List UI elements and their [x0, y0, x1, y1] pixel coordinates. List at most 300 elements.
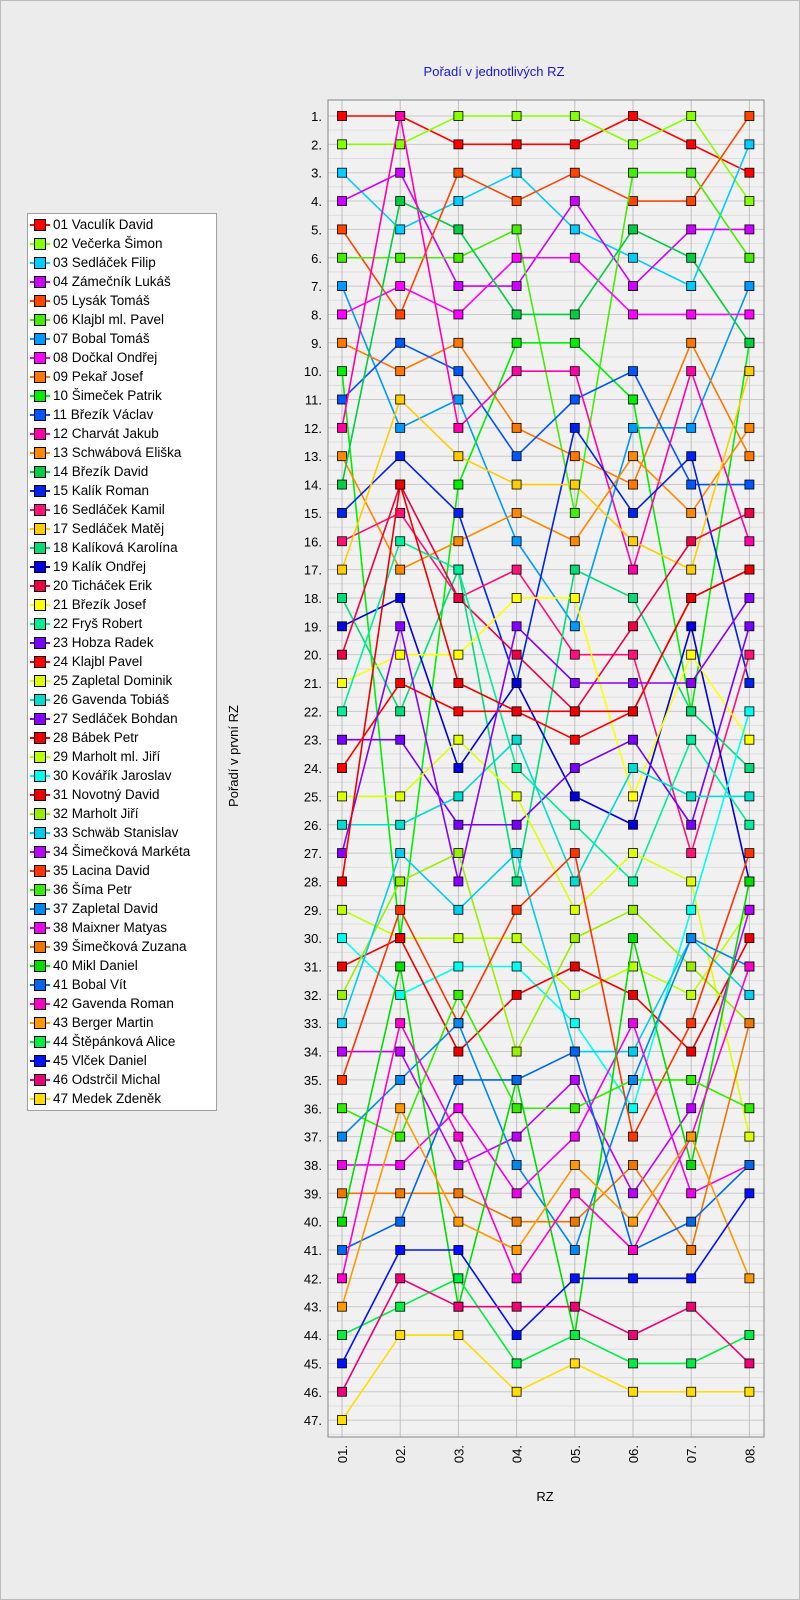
data-point [745, 338, 754, 347]
data-point [570, 140, 579, 149]
data-point [629, 225, 638, 234]
data-point [512, 423, 521, 432]
data-point [745, 877, 754, 886]
data-point [745, 1132, 754, 1141]
data-point [396, 849, 405, 858]
data-point [687, 423, 696, 432]
legend-label: 17 Sedláček Matěj [53, 521, 165, 536]
legend-swatch [34, 656, 46, 668]
data-point [687, 1387, 696, 1396]
data-point [396, 1132, 405, 1141]
data-point [629, 452, 638, 461]
data-point [687, 707, 696, 716]
legend-item [28, 538, 216, 557]
legend-label: 37 Zapletal David [53, 901, 159, 916]
y-axis-label: Pořadí v první RZ [226, 705, 241, 807]
y-tick-label: 23. [303, 732, 322, 748]
legend-swatch [34, 542, 46, 554]
x-tick-label: 07. [684, 1445, 700, 1464]
data-point [570, 679, 579, 688]
data-point [338, 423, 347, 432]
legend-item [28, 405, 216, 424]
legend-item [28, 994, 216, 1013]
data-point [629, 480, 638, 489]
legend-item [28, 766, 216, 785]
data-point [454, 452, 463, 461]
legend-swatch [34, 618, 46, 630]
data-point [629, 1217, 638, 1226]
x-tick-label: 04. [509, 1445, 525, 1464]
data-point [338, 990, 347, 999]
legend-label: 39 Šimečková Zuzana [53, 939, 187, 954]
data-point [454, 338, 463, 347]
data-point [512, 480, 521, 489]
data-point [454, 310, 463, 319]
data-point [396, 593, 405, 602]
data-point [338, 537, 347, 546]
legend-item [28, 785, 216, 804]
data-point [396, 480, 405, 489]
y-tick-label: 26. [303, 817, 322, 833]
data-point [512, 593, 521, 602]
data-point [687, 1359, 696, 1368]
data-point [570, 650, 579, 659]
data-point [687, 367, 696, 376]
data-point [629, 367, 638, 376]
data-point [454, 282, 463, 291]
legend-label: 21 Březík Josef [53, 597, 147, 612]
legend-label: 26 Gavenda Tobiáš [53, 692, 170, 707]
data-point [454, 735, 463, 744]
data-point [338, 593, 347, 602]
data-point [454, 764, 463, 773]
data-point [454, 1302, 463, 1311]
legend-label: 35 Lacina David [53, 863, 150, 878]
data-point [512, 565, 521, 574]
data-point [687, 1160, 696, 1169]
legend-swatch [34, 998, 46, 1010]
legend-item [28, 709, 216, 728]
legend-label: 09 Pekař Josef [53, 369, 144, 384]
data-point [629, 707, 638, 716]
legend-swatch [34, 523, 46, 535]
legend-item [28, 1051, 216, 1070]
data-point [454, 367, 463, 376]
legend-label: 31 Novotný David [53, 787, 160, 802]
legend-label: 06 Klajbl ml. Pavel [53, 312, 165, 327]
data-point [687, 1302, 696, 1311]
legend-label: 11 Březík Václav [53, 407, 154, 422]
data-point [570, 537, 579, 546]
data-point [338, 395, 347, 404]
data-point [687, 1104, 696, 1113]
legend-label: 01 Vaculík David [53, 217, 154, 232]
data-point [629, 934, 638, 943]
data-point [454, 1160, 463, 1169]
x-axis-ticks [335, 1445, 757, 1463]
data-point [570, 1132, 579, 1141]
y-tick-label: 46. [303, 1384, 322, 1400]
data-point [454, 962, 463, 971]
legend-label: 44 Štěpánková Alice [53, 1034, 176, 1049]
data-point [687, 452, 696, 461]
data-point [396, 905, 405, 914]
legend-item [28, 614, 216, 633]
data-point [745, 452, 754, 461]
data-point [629, 849, 638, 858]
legend-item [28, 861, 216, 880]
legend-swatch [34, 827, 46, 839]
data-point [512, 168, 521, 177]
data-point [687, 565, 696, 574]
data-point [570, 792, 579, 801]
data-point [745, 565, 754, 574]
data-point [570, 1189, 579, 1198]
data-point [687, 1132, 696, 1141]
legend-item [28, 519, 216, 538]
legend-item [28, 367, 216, 386]
data-point [687, 253, 696, 262]
legend-label: 08 Dočkal Ondřej [53, 350, 158, 365]
data-point [629, 1075, 638, 1084]
data-point [512, 735, 521, 744]
data-point [396, 168, 405, 177]
data-point [396, 1160, 405, 1169]
data-point [687, 338, 696, 347]
legend-item [28, 728, 216, 747]
data-point [338, 934, 347, 943]
data-point [338, 1160, 347, 1169]
data-point [338, 650, 347, 659]
legend-item [28, 804, 216, 823]
data-point [338, 820, 347, 829]
data-point [745, 197, 754, 206]
data-point [338, 480, 347, 489]
legend-swatch [34, 314, 46, 326]
data-point [629, 140, 638, 149]
y-tick-label: 30. [303, 931, 322, 947]
legend-label: 13 Schwábová Eliška [53, 445, 182, 460]
data-point [338, 735, 347, 744]
legend-swatch [34, 960, 46, 972]
data-point [396, 1246, 405, 1255]
data-point [687, 310, 696, 319]
data-point [629, 253, 638, 262]
data-point [687, 537, 696, 546]
data-point [629, 650, 638, 659]
data-point [512, 934, 521, 943]
data-point [745, 679, 754, 688]
data-point [687, 622, 696, 631]
data-point [454, 849, 463, 858]
data-point [629, 310, 638, 319]
data-point [570, 764, 579, 773]
data-point [629, 764, 638, 773]
y-tick-label: 24. [303, 761, 322, 777]
data-point [570, 480, 579, 489]
legend-swatch [34, 732, 46, 744]
data-point [745, 1160, 754, 1169]
data-point [629, 820, 638, 829]
data-point [629, 1274, 638, 1283]
legend-label: 04 Zámečník Lukáš [53, 274, 171, 289]
legend-label: 36 Šíma Petr [53, 882, 132, 897]
y-tick-label: 8. [311, 307, 322, 323]
data-point [629, 905, 638, 914]
legend-swatch [34, 276, 46, 288]
data-point [512, 338, 521, 347]
data-point [745, 622, 754, 631]
data-point [338, 679, 347, 688]
data-point [512, 197, 521, 206]
y-tick-label: 15. [303, 505, 322, 521]
data-point [338, 508, 347, 517]
data-point [512, 707, 521, 716]
data-point [512, 849, 521, 858]
data-point [338, 1075, 347, 1084]
legend-item [28, 348, 216, 367]
data-point [745, 168, 754, 177]
data-point [745, 310, 754, 319]
y-axis-ticks [304, 109, 322, 1428]
data-point [512, 905, 521, 914]
legend-swatch [34, 580, 46, 592]
data-point [396, 367, 405, 376]
y-tick-label: 28. [303, 874, 322, 890]
y-tick-label: 11. [304, 392, 322, 408]
data-point [687, 508, 696, 517]
legend-swatch [34, 295, 46, 307]
data-point [745, 593, 754, 602]
legend-swatch [34, 1055, 46, 1067]
data-point [338, 877, 347, 886]
data-point [745, 650, 754, 659]
data-point [570, 849, 579, 858]
data-point [745, 1019, 754, 1028]
data-point [396, 537, 405, 546]
data-point [396, 282, 405, 291]
legend-item [28, 462, 216, 481]
legend-swatch [34, 751, 46, 763]
data-point [687, 820, 696, 829]
data-point [629, 1160, 638, 1169]
y-tick-label: 32. [303, 987, 322, 1003]
data-point [570, 934, 579, 943]
legend-item [28, 234, 216, 253]
y-tick-label: 2. [311, 137, 322, 153]
x-tick-label: 02. [393, 1445, 409, 1464]
legend-swatch [34, 1017, 46, 1029]
data-point [629, 990, 638, 999]
legend-item [28, 918, 216, 937]
legend-label: 18 Kalíková Karolína [53, 540, 178, 555]
legend-swatch [34, 371, 46, 383]
data-point [454, 650, 463, 659]
y-tick-label: 41. [303, 1243, 322, 1258]
data-point [396, 820, 405, 829]
data-point [338, 140, 347, 149]
data-point [512, 1302, 521, 1311]
data-point [629, 423, 638, 432]
legend-swatch [34, 447, 46, 459]
data-point [396, 792, 405, 801]
data-point [629, 282, 638, 291]
data-point [629, 792, 638, 801]
data-point [570, 112, 579, 121]
data-point [629, 1359, 638, 1368]
data-point [454, 168, 463, 177]
data-point [338, 367, 347, 376]
data-point [338, 338, 347, 347]
data-point [512, 820, 521, 829]
legend-label: 29 Marholt ml. Jiří [53, 749, 161, 764]
data-point [512, 310, 521, 319]
data-point [396, 1217, 405, 1226]
legend-swatch [34, 352, 46, 364]
y-tick-label: 20. [303, 647, 322, 663]
data-point [745, 934, 754, 943]
legend-label: 07 Bobal Tomáš [53, 331, 150, 346]
data-point [687, 1246, 696, 1255]
data-point [629, 679, 638, 688]
data-point [687, 735, 696, 744]
legend-label: 25 Zapletal Dominik [53, 673, 173, 688]
data-point [396, 622, 405, 631]
data-point [629, 1047, 638, 1056]
data-point [454, 679, 463, 688]
legend-swatch [34, 257, 46, 269]
legend-swatch [34, 504, 46, 516]
data-point [745, 282, 754, 291]
legend-item [28, 956, 216, 975]
legend-swatch [34, 675, 46, 687]
data-point [454, 1189, 463, 1198]
data-point [687, 1047, 696, 1056]
data-point [338, 622, 347, 631]
data-point [512, 650, 521, 659]
data-point [570, 1104, 579, 1113]
data-point [396, 395, 405, 404]
data-point [396, 338, 405, 347]
data-point [687, 849, 696, 858]
y-tick-label: 36. [303, 1101, 322, 1117]
legend-item [28, 443, 216, 462]
legend-label: 32 Marholt Jiří [53, 806, 139, 821]
x-tick-label: 06. [626, 1445, 641, 1464]
legend-label: 15 Kalík Roman [53, 483, 150, 498]
data-point [396, 565, 405, 574]
chart-title: Pořadí v jednotlivých RZ [423, 64, 565, 79]
data-point [687, 593, 696, 602]
legend-item [28, 671, 216, 690]
data-point [570, 395, 579, 404]
data-point [338, 1359, 347, 1368]
data-point [454, 225, 463, 234]
data-point [512, 1274, 521, 1283]
legend-swatch [34, 333, 46, 345]
data-point [396, 1189, 405, 1198]
legend-item [28, 272, 216, 291]
data-point [570, 338, 579, 347]
x-tick-label: 08. [742, 1445, 758, 1464]
legend-label: 41 Bobal Vít [53, 977, 127, 992]
data-point [687, 1075, 696, 1084]
data-point [454, 934, 463, 943]
legend-item [28, 329, 216, 348]
legend-item [28, 424, 216, 443]
data-point [745, 1359, 754, 1368]
legend-label: 14 Březík David [53, 464, 149, 479]
legend-item [28, 215, 216, 234]
data-point [338, 112, 347, 121]
y-tick-label: 14. [303, 477, 322, 493]
data-point [745, 962, 754, 971]
data-point [570, 707, 579, 716]
data-point [396, 1047, 405, 1056]
data-point [454, 140, 463, 149]
data-point [512, 1047, 521, 1056]
data-point [396, 253, 405, 262]
data-point [338, 225, 347, 234]
data-point [454, 1246, 463, 1255]
y-tick-label: 3. [311, 165, 322, 181]
data-point [745, 423, 754, 432]
data-point [512, 1217, 521, 1226]
legend-label: 45 Vlček Daniel [53, 1053, 147, 1068]
data-point [629, 508, 638, 517]
legend-label: 10 Šimeček Patrik [53, 388, 162, 403]
data-point [687, 225, 696, 234]
data-point [512, 140, 521, 149]
data-point [629, 112, 638, 121]
data-point [512, 282, 521, 291]
legend-item [28, 652, 216, 671]
legend-item [28, 500, 216, 519]
data-point [396, 1104, 405, 1113]
data-point [687, 1189, 696, 1198]
data-point [570, 1274, 579, 1283]
data-point [629, 1331, 638, 1340]
data-point [396, 1302, 405, 1311]
data-point [338, 792, 347, 801]
data-point [745, 112, 754, 121]
data-point [396, 1274, 405, 1283]
legend-label: 23 Hobza Radek [53, 635, 154, 650]
data-point [454, 1132, 463, 1141]
legend-label: 34 Šimečková Markéta [53, 844, 191, 859]
data-point [396, 1075, 405, 1084]
data-point [338, 764, 347, 773]
data-point [629, 565, 638, 574]
legend-label: 46 Odstrčil Michal [53, 1072, 161, 1087]
data-point [454, 253, 463, 262]
data-point [512, 508, 521, 517]
data-point [396, 310, 405, 319]
data-point [570, 225, 579, 234]
data-point [570, 593, 579, 602]
data-point [454, 197, 463, 206]
y-tick-label: 12. [303, 420, 322, 436]
data-point [338, 1217, 347, 1226]
data-point [396, 735, 405, 744]
data-point [570, 452, 579, 461]
data-point [512, 1132, 521, 1141]
data-point [745, 1104, 754, 1113]
data-point [687, 679, 696, 688]
data-point [338, 1246, 347, 1255]
legend-swatch [34, 770, 46, 782]
data-point [745, 849, 754, 858]
